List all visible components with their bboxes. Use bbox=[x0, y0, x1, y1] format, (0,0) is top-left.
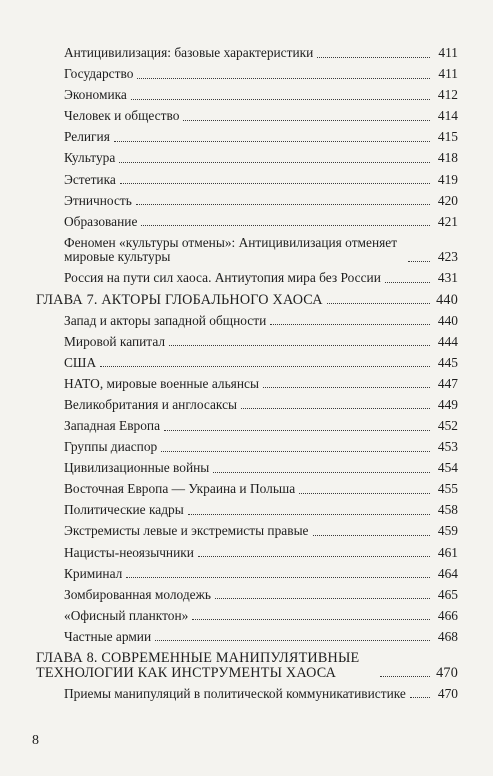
toc-entry-page: 449 bbox=[437, 396, 458, 412]
toc-entry-title: Мировой капитал bbox=[64, 333, 166, 349]
toc-entry bbox=[36, 377, 458, 392]
toc-entry-page: 447 bbox=[437, 375, 458, 391]
toc-entry bbox=[36, 215, 458, 230]
toc-entry-title: «Офисный планктон» bbox=[64, 607, 189, 623]
dot-leader bbox=[161, 450, 430, 452]
dot-leader bbox=[126, 576, 430, 578]
dot-leader bbox=[164, 429, 430, 431]
toc-entry-title: Культура bbox=[64, 150, 116, 166]
toc-entry-page: 464 bbox=[437, 565, 458, 581]
toc-entry-page: 421 bbox=[437, 213, 458, 229]
toc-entry-page: 431 bbox=[437, 270, 458, 286]
toc-entry bbox=[36, 398, 458, 413]
toc-entry bbox=[36, 314, 458, 329]
toc-entry-page: 420 bbox=[437, 192, 458, 208]
dot-leader bbox=[380, 675, 430, 677]
toc-entry-page: 444 bbox=[437, 333, 458, 349]
toc-entry-page: 452 bbox=[437, 418, 458, 433]
toc-entry-title: Государство bbox=[64, 66, 134, 82]
toc-entry-page: 461 bbox=[437, 544, 458, 560]
dot-leader bbox=[198, 555, 430, 557]
toc-entry-page: 470 bbox=[437, 685, 458, 701]
toc-entry-title: Религия bbox=[64, 129, 110, 145]
toc-entry bbox=[36, 67, 458, 82]
toc-entry-title: Запад и акторы западной общности bbox=[64, 312, 267, 328]
dot-leader bbox=[141, 224, 430, 226]
toc-entry bbox=[36, 630, 458, 645]
toc-entry-page: 459 bbox=[437, 523, 458, 539]
toc-entry bbox=[36, 271, 458, 286]
toc-entry-page: 470 bbox=[436, 664, 458, 681]
toc-entry-page: 411 bbox=[438, 45, 458, 60]
toc-entry-page: 440 bbox=[437, 312, 458, 328]
dot-leader bbox=[299, 492, 430, 494]
dot-leader bbox=[169, 344, 430, 346]
toc-entry-title: Великобритания и англосаксы bbox=[64, 396, 238, 412]
toc-entry-title: Человек и общество bbox=[64, 108, 180, 124]
toc-entry-title: НАТО, мировые военные альянсы bbox=[64, 375, 259, 391]
toc-entry-page: 412 bbox=[437, 87, 458, 103]
toc-chapter bbox=[36, 651, 458, 680]
dot-leader bbox=[408, 260, 430, 262]
dot-leader bbox=[385, 281, 430, 283]
dot-leader bbox=[317, 56, 430, 58]
toc-entry-page: 414 bbox=[437, 108, 458, 124]
dot-leader bbox=[137, 77, 430, 79]
toc-chapter bbox=[36, 293, 458, 308]
dot-leader bbox=[188, 513, 430, 515]
toc-entry-title: Экстремисты левые и экстремисты правые bbox=[64, 523, 309, 539]
toc-entry bbox=[36, 419, 458, 434]
toc-entry bbox=[36, 130, 458, 145]
toc-entry-title: Феномен «культуры отмены»: Антицивилизация отменяет мировые культуры bbox=[64, 234, 398, 265]
toc-entry-page: 465 bbox=[437, 586, 458, 602]
dot-leader bbox=[215, 597, 430, 599]
toc-entry bbox=[36, 356, 458, 371]
toc-entry-page: 468 bbox=[437, 628, 458, 644]
dot-leader bbox=[241, 407, 430, 409]
toc-entry-page: 440 bbox=[436, 291, 458, 308]
toc-entry-page: 423 bbox=[437, 249, 458, 265]
toc-entry bbox=[36, 151, 458, 166]
toc-entry bbox=[36, 173, 458, 188]
toc-entry-page: 445 bbox=[437, 354, 458, 370]
dot-leader bbox=[192, 618, 430, 620]
toc-entry-page: 419 bbox=[437, 171, 458, 187]
dot-leader bbox=[263, 386, 430, 388]
dot-leader bbox=[136, 203, 430, 205]
toc-entry-page: 466 bbox=[437, 607, 458, 623]
toc-entry-title: ГЛАВА 8. СОВРЕМЕННЫЕ МАНИПУЛЯТИВНЫЕ ТЕХНОЛОГИИ КАК ИНСТРУМЕНТЫ ХАОСА bbox=[36, 650, 360, 681]
toc-entry bbox=[36, 440, 458, 455]
toc-entry-page: 411 bbox=[438, 66, 458, 82]
toc-entry-title: Образование bbox=[64, 213, 138, 229]
toc-entry bbox=[36, 546, 458, 561]
toc-entry-page: 454 bbox=[437, 460, 458, 476]
toc-entry bbox=[36, 461, 458, 476]
toc-entry-title: Западная Европа bbox=[64, 418, 161, 433]
dot-leader bbox=[119, 161, 430, 163]
dot-leader bbox=[100, 365, 430, 367]
toc-entry-title: ГЛАВА 7. АКТОРЫ ГЛОБАЛЬНОГО ХАОСА bbox=[36, 291, 323, 308]
toc-entry-title: Этничность bbox=[64, 192, 132, 208]
toc-entry-title: Нацисты-неоязычники bbox=[64, 544, 194, 560]
toc-entry-title: Эстетика bbox=[64, 171, 116, 187]
page-number: 8 bbox=[32, 733, 39, 748]
toc-entry-title: Политические кадры bbox=[64, 502, 184, 518]
table-of-contents bbox=[36, 46, 458, 708]
toc-entry-title: Цивилизационные войны bbox=[64, 460, 210, 476]
dot-leader bbox=[120, 182, 430, 184]
toc-entry bbox=[36, 609, 458, 624]
toc-entry bbox=[36, 335, 458, 350]
toc-entry bbox=[36, 88, 458, 103]
toc-entry-page: 455 bbox=[437, 481, 458, 497]
dot-leader bbox=[270, 323, 430, 325]
dot-leader bbox=[114, 140, 430, 142]
dot-leader bbox=[213, 471, 430, 473]
toc-entry bbox=[36, 567, 458, 582]
toc-entry bbox=[36, 687, 458, 702]
toc-entry-title: Экономика bbox=[64, 87, 127, 103]
toc-entry-page: 418 bbox=[437, 150, 458, 166]
toc-entry bbox=[36, 46, 458, 61]
toc-entry-title: Антицивилизация: базовые характеристики bbox=[64, 45, 314, 60]
toc-entry-title: Приемы манипуляций в политической коммуникативистике bbox=[64, 685, 406, 701]
toc-entry bbox=[36, 482, 458, 497]
toc-entry bbox=[36, 524, 458, 539]
toc-entry bbox=[36, 109, 458, 124]
toc-entry-title: Криминал bbox=[64, 565, 123, 581]
toc-entry bbox=[36, 588, 458, 603]
toc-entry bbox=[36, 236, 458, 265]
toc-entry-page: 458 bbox=[437, 502, 458, 518]
dot-leader bbox=[131, 98, 430, 100]
dot-leader bbox=[410, 696, 430, 698]
dot-leader bbox=[155, 639, 430, 641]
toc-entry-title: США bbox=[64, 354, 97, 370]
toc-entry-title: Россия на пути сил хаоса. Антиутопия мира без России bbox=[64, 270, 381, 286]
toc-entry-title: Группы диаспор bbox=[64, 439, 158, 455]
toc-entry-title: Частные армии bbox=[64, 628, 152, 644]
toc-entry-page: 415 bbox=[437, 129, 458, 145]
toc-entry-title: Восточная Европа — Украина и Польша bbox=[64, 481, 296, 497]
toc-entry bbox=[36, 194, 458, 209]
toc-entry-page: 453 bbox=[437, 439, 458, 455]
dot-leader bbox=[183, 119, 430, 121]
dot-leader bbox=[327, 302, 430, 304]
toc-entry bbox=[36, 503, 458, 518]
dot-leader bbox=[313, 534, 430, 536]
toc-entry-title: Зомбированная молодежь bbox=[64, 586, 211, 602]
